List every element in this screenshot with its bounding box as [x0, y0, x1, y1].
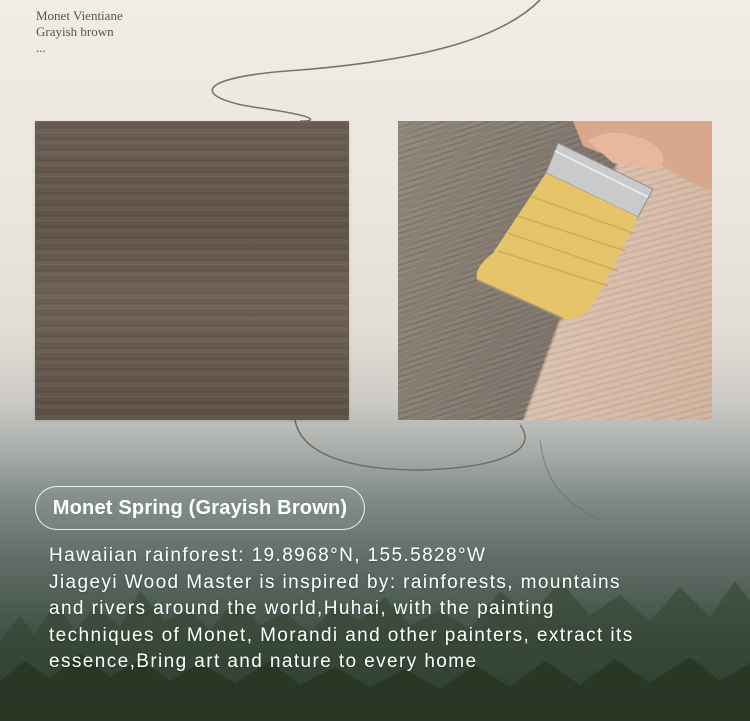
product-title: Monet Spring (Grayish Brown) [52, 496, 348, 519]
description-line: and rivers around the world,Huhai, with the painting [49, 598, 555, 619]
description-line: Jiageyi Wood Master is inspired by: rainforests, mountains [49, 571, 621, 593]
collection-tag [36, 8, 123, 56]
brush-painting-photo [398, 121, 712, 420]
description-line: techniques of Monet, Morandi and other painters, extract its [49, 624, 634, 646]
description-line: essence,Bring art and nature to every home [49, 651, 478, 672]
product-description [49, 543, 729, 676]
wood-swatch-image [35, 121, 349, 420]
collection-name: Monet Vientiane [36, 8, 123, 23]
paint-brush-icon [398, 121, 712, 420]
ellipsis: ... [36, 40, 46, 55]
color-name: Grayish brown [36, 24, 114, 39]
description-line: Hawaiian rainforest: 19.8968°N, 155.5828°W [49, 545, 487, 566]
product-title-badge [35, 486, 365, 530]
